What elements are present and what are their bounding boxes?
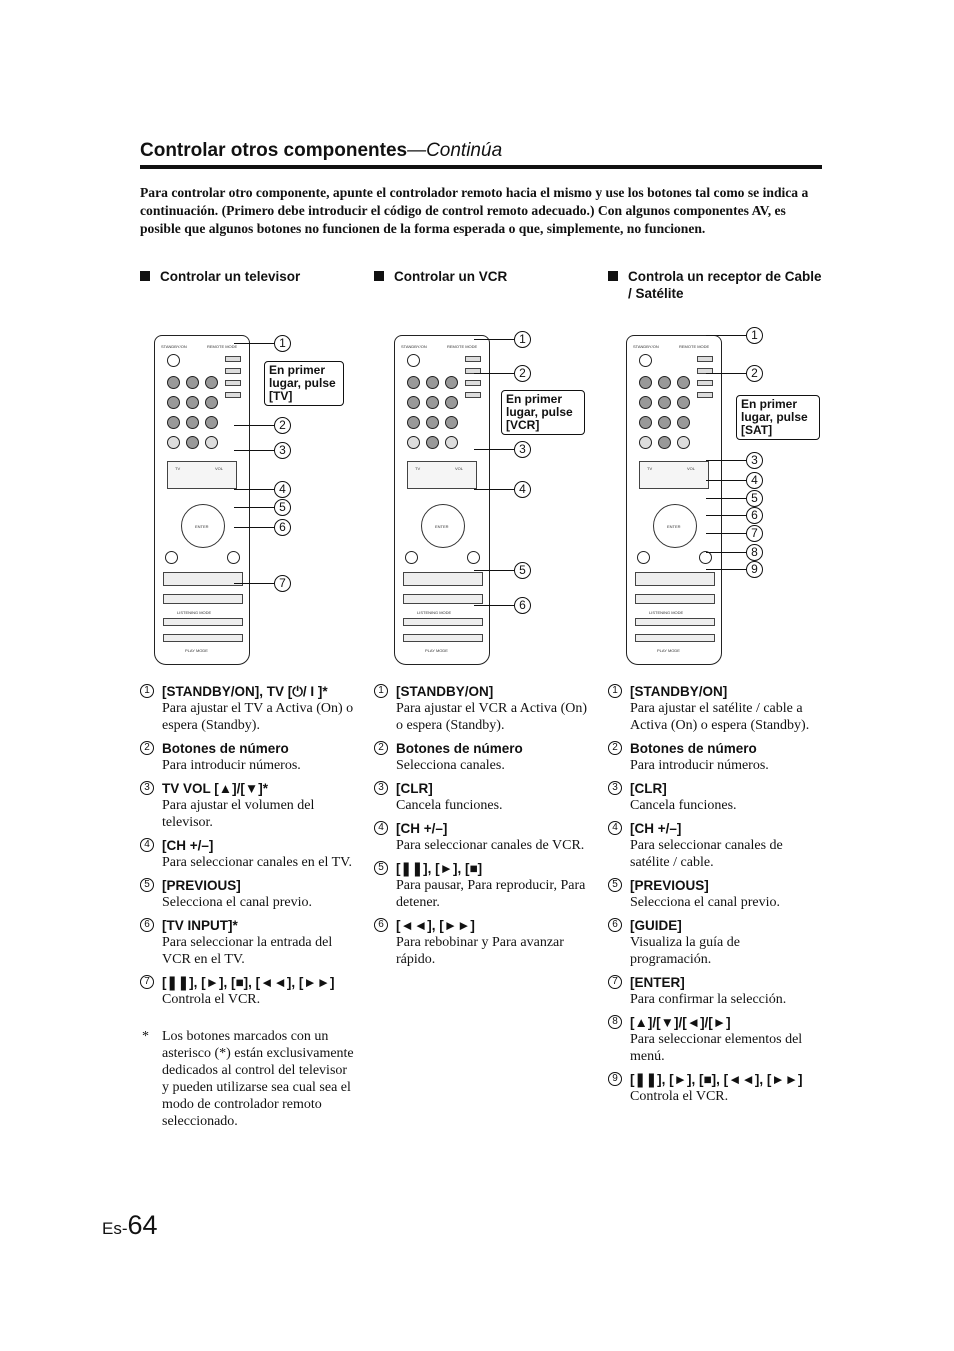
remote-label: REMOTE MODE [207, 344, 238, 349]
list-item: 3 [CLR] Cancela funciones. [374, 780, 589, 814]
callout-leader [706, 552, 746, 553]
remote-label: VOL [687, 466, 696, 471]
remote-label: PLAY MODE [185, 648, 208, 653]
section-sat [608, 268, 828, 302]
list-item: 6 [◄◄], [►►] Para rebobinar y Para avanzar rápido. [374, 917, 589, 968]
number-button [186, 416, 199, 429]
list-item: 4 [CH +/–] Para seleccionar canales en el TV. [140, 837, 355, 871]
list-item: 7 [❚❚], [►], [■], [◄◄], [►►] Controla el VCR. [140, 974, 355, 1008]
remote-label: LISTENING MODE [649, 610, 684, 615]
number-button [205, 396, 218, 409]
transport-row [163, 572, 243, 586]
remote-label: REMOTE MODE [679, 344, 710, 349]
list-item: 2 Botones de número Para introducir números. [608, 740, 823, 774]
number-button [426, 396, 439, 409]
callout-leader [706, 480, 746, 481]
callout-number: 6 [514, 597, 531, 614]
callout-leader [706, 569, 746, 570]
number-button [639, 416, 652, 429]
mode-row [163, 618, 243, 626]
list-item: 3 TV VOL [▲]/[▼]* Para ajustar el volumen del televisor. [140, 780, 355, 831]
number-button [658, 436, 671, 449]
number-button [186, 436, 199, 449]
remote-label: LISTENING MODE [177, 610, 212, 615]
callout-number: 2 [274, 417, 291, 434]
callout-leader [706, 460, 746, 461]
mode-button [697, 380, 713, 386]
callout-leader [234, 527, 274, 528]
callout-number: 7 [746, 525, 763, 542]
remote-body [626, 335, 722, 665]
callout-leader [706, 335, 746, 336]
callout-number: 7 [274, 575, 291, 592]
list-item: 2 Botones de número Para introducir números. [140, 740, 355, 774]
remote-label: VOL [455, 466, 464, 471]
callout-leader [474, 449, 514, 450]
section-tv [140, 268, 360, 285]
callout-number: 4 [746, 472, 763, 489]
transport-row [635, 572, 715, 586]
callout-box-sat: En primer lugar, pulse [SAT] [736, 395, 820, 440]
remote-illustration-vcr [394, 332, 624, 665]
callout-leader [234, 425, 274, 426]
remote-label: STANDBY/ON [633, 344, 659, 349]
callout-number: 6 [746, 507, 763, 524]
list-item: 6 [TV INPUT]* Para seleccionar la entrada del VCR en el TV. [140, 917, 355, 968]
item-list-tv [140, 683, 355, 1130]
setup-button [637, 551, 650, 564]
list-item: 7 [ENTER] Para confirmar la selección. [608, 974, 823, 1008]
number-button [167, 436, 180, 449]
section-vcr [374, 268, 594, 285]
list-item: 4 [CH +/–] Para seleccionar canales de satélite / cable. [608, 820, 823, 871]
number-button [407, 436, 420, 449]
callout-number: 4 [514, 481, 531, 498]
skip-row [635, 594, 715, 604]
callout-number: 3 [746, 452, 763, 469]
audio-row [163, 634, 243, 642]
remote-label: VOL [215, 466, 224, 471]
mode-button [225, 392, 241, 398]
skip-row [163, 594, 243, 604]
callout-leader [234, 583, 274, 584]
remote-label: TV [175, 466, 181, 471]
setup-button [405, 551, 418, 564]
callout-leader [474, 339, 514, 340]
number-button [677, 416, 690, 429]
return-button [227, 551, 240, 564]
audio-row [635, 634, 715, 642]
number-button [167, 396, 180, 409]
remote-illustration-sat [626, 328, 856, 665]
number-button [658, 376, 671, 389]
section-heading-vcr: Controlar un VCR [374, 268, 594, 285]
number-button [658, 396, 671, 409]
number-button [677, 396, 690, 409]
item-list-sat [608, 683, 823, 1111]
callout-number: 8 [746, 544, 763, 561]
power-button [639, 354, 652, 367]
page-title [140, 140, 502, 162]
callout-number: 1 [746, 327, 763, 344]
number-button [407, 376, 420, 389]
number-button [445, 376, 458, 389]
callout-leader [474, 489, 514, 490]
remote-label: PLAY MODE [657, 648, 680, 653]
list-item: 1 [STANDBY/ON] Para ajustar el VCR a Activa (On) o espera (Standby). [374, 683, 589, 734]
intro-paragraph: Para controlar otro componente, apunte el controlador remoto hacia el mismo y use los botones tal como se indica a continuación. (Primero debe introducir el código de control remoto adecuado.) Con algunos componentes AV, es posible que algunos botones no funcionen de la forma esperada o que, simplemente, no funcionen. [140, 185, 809, 236]
callout-number: 1 [274, 335, 291, 352]
number-button [639, 396, 652, 409]
number-button [677, 376, 690, 389]
remote-label: STANDBY/ON [401, 344, 427, 349]
mode-button [697, 356, 713, 362]
number-button [407, 396, 420, 409]
list-item: 1 [STANDBY/ON] Para ajustar el satélite / cable a Activa (On) o espera (Standby). [608, 683, 823, 734]
number-button [677, 436, 690, 449]
callout-leader [706, 373, 746, 374]
mode-button [465, 392, 481, 398]
remote-body [154, 335, 250, 665]
power-button [407, 354, 420, 367]
number-button [205, 416, 218, 429]
remote-label: TV [647, 466, 653, 471]
number-button [167, 416, 180, 429]
remote-label: TV [415, 466, 421, 471]
title-subtitle: —Continúa [407, 140, 503, 161]
list-item: 8 [▲]/[▼]/[◄]/[►] Para seleccionar elementos del menú. [608, 1014, 823, 1065]
callout-number: 2 [514, 365, 531, 382]
mode-button [465, 380, 481, 386]
remote-label: LISTENING MODE [417, 610, 452, 615]
callout-number: 6 [274, 519, 291, 536]
setup-button [165, 551, 178, 564]
callout-leader [234, 343, 274, 344]
remote-body [394, 335, 490, 665]
callout-number: 3 [514, 441, 531, 458]
list-item: 5 [PREVIOUS] Selecciona el canal previo. [140, 877, 355, 911]
list-item: 5 [❚❚], [►], [■] Para pausar, Para reproducir, Para detener. [374, 860, 589, 911]
mode-row [635, 618, 715, 626]
list-item: 1 [STANDBY/ON], TV [⏻/ I ]* Para ajustar el TV a Activa (On) o espera (Standby). [140, 683, 355, 734]
callout-number: 2 [746, 365, 763, 382]
skip-row [403, 594, 483, 604]
callout-leader [706, 515, 746, 516]
list-item: 3 [CLR] Cancela funciones. [608, 780, 823, 814]
remote-label: STANDBY/ON [161, 344, 187, 349]
list-item: 6 [GUIDE] Visualiza la guía de programación. [608, 917, 823, 968]
number-button [205, 436, 218, 449]
number-button [445, 416, 458, 429]
list-item: 5 [PREVIOUS] Selecciona el canal previo. [608, 877, 823, 911]
mode-button [465, 356, 481, 362]
transport-row [403, 572, 483, 586]
number-button [426, 376, 439, 389]
callout-leader [474, 570, 514, 571]
callout-leader [706, 533, 746, 534]
section-heading-tv: Controlar un televisor [140, 268, 360, 285]
number-button [426, 436, 439, 449]
callout-number: 9 [746, 561, 763, 578]
callout-leader [234, 450, 274, 451]
callout-leader [474, 373, 514, 374]
number-button [639, 436, 652, 449]
number-button [445, 436, 458, 449]
callout-box-vcr: En primer lugar, pulse [VCR] [501, 390, 585, 435]
mode-button [225, 368, 241, 374]
number-button [658, 416, 671, 429]
callout-number: 5 [274, 499, 291, 516]
callout-box-tv: En primer lugar, pulse [TV] [264, 361, 344, 406]
number-button [445, 396, 458, 409]
number-button [186, 376, 199, 389]
footnote: * Los botones marcados con un asterisco (*) están exclusivamente dedicados al control del televisor y pueden utilizarse sea cual sea el modo de controlador remoto seleccionado. [142, 1029, 354, 1129]
callout-leader [234, 489, 274, 490]
number-button [426, 416, 439, 429]
item-list-vcr [374, 683, 589, 974]
remote-label: REMOTE MODE [447, 344, 478, 349]
mode-button [225, 380, 241, 386]
remote-label: PLAY MODE [425, 648, 448, 653]
remote-label: ENTER [195, 524, 209, 529]
remote-label: ENTER [435, 524, 449, 529]
remote-label: ENTER [667, 524, 681, 529]
page-number: Es-64 [102, 1210, 158, 1240]
number-button [205, 376, 218, 389]
list-item: 4 [CH +/–] Para seleccionar canales de VCR. [374, 820, 589, 854]
mode-row [403, 618, 483, 626]
callout-number: 3 [274, 442, 291, 459]
audio-row [403, 634, 483, 642]
callout-number: 5 [746, 490, 763, 507]
mode-button [697, 392, 713, 398]
callout-leader [706, 498, 746, 499]
callout-number: 4 [274, 481, 291, 498]
number-button [639, 376, 652, 389]
return-button [467, 551, 480, 564]
list-item: 2 Botones de número Selecciona canales. [374, 740, 589, 774]
power-button [167, 354, 180, 367]
title-main: Controlar otros componentes [140, 140, 408, 161]
callout-leader [474, 605, 514, 606]
callout-number: 1 [514, 331, 531, 348]
callout-number: 5 [514, 562, 531, 579]
callout-leader [234, 507, 274, 508]
mode-button [225, 356, 241, 362]
number-button [186, 396, 199, 409]
number-button [167, 376, 180, 389]
list-item: 9 [❚❚], [►], [■], [◄◄], [►►] Controla el VCR. [608, 1071, 823, 1105]
section-heading-sat: Controla un receptor de Cable / Satélite [608, 268, 828, 302]
number-button [407, 416, 420, 429]
title-rule [140, 165, 822, 169]
